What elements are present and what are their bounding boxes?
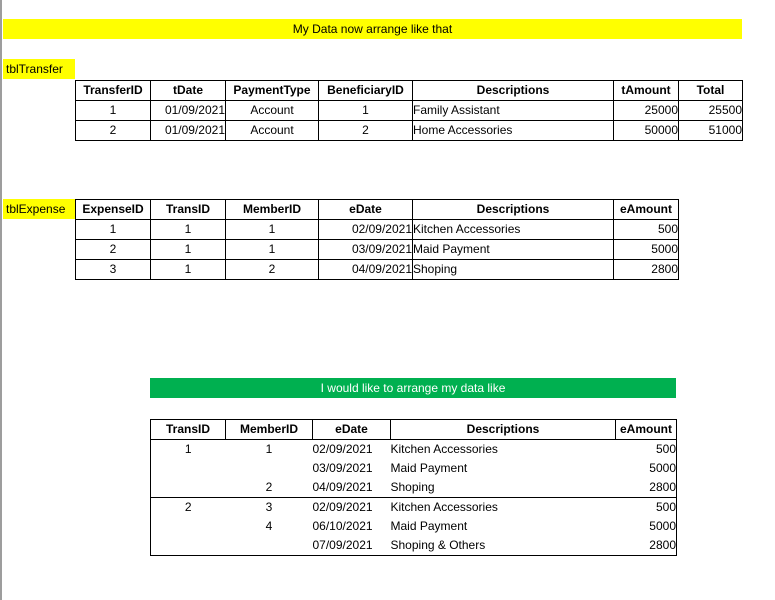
table-cell[interactable]: 500 <box>614 220 679 240</box>
table-cell[interactable]: Maid Payment <box>413 240 614 260</box>
column-header[interactable]: eAmount <box>616 420 677 440</box>
table-cell[interactable]: Kitchen Accessories <box>413 220 614 240</box>
column-header[interactable]: TransferID <box>76 81 151 101</box>
table-cell[interactable]: 51000 <box>679 121 743 141</box>
table-cell[interactable]: 50000 <box>614 121 679 141</box>
table-cell[interactable]: 4 <box>265 519 273 533</box>
table-cell[interactable]: 1 <box>151 220 226 240</box>
table-cell[interactable]: 1 <box>226 240 319 260</box>
table-row <box>76 101 743 121</box>
table-cell[interactable]: 3 <box>76 260 151 280</box>
column-header[interactable]: TransID <box>151 420 226 440</box>
table-cell[interactable]: Kitchen Accessories <box>390 500 498 514</box>
desired-layout-banner[interactable]: I would like to arrange my data like <box>150 378 676 398</box>
table-row <box>151 536 677 556</box>
column-header[interactable]: MemberID <box>226 420 313 440</box>
table-cell[interactable]: 02/09/2021 <box>319 220 413 240</box>
column-header[interactable]: PaymentType <box>226 81 319 101</box>
table-cell[interactable] <box>151 459 226 478</box>
table-cell[interactable] <box>151 478 226 498</box>
table-row <box>76 260 679 280</box>
table-cell[interactable]: 2 <box>319 121 413 141</box>
table-cell[interactable]: 1 <box>76 101 151 121</box>
table-row <box>76 220 679 240</box>
table-cell[interactable] <box>151 517 226 536</box>
table-cell[interactable]: 04/09/2021 <box>319 260 413 280</box>
table-cell[interactable]: 25000 <box>614 101 679 121</box>
expense-table-label[interactable]: tblExpense <box>3 199 75 219</box>
column-header[interactable]: BeneficiaryID <box>319 81 413 101</box>
table-row <box>151 517 677 536</box>
table-cell[interactable]: 25500 <box>679 101 743 121</box>
table-cell[interactable]: Home Accessories <box>413 121 614 141</box>
table-row <box>151 459 677 478</box>
table-row <box>151 440 677 460</box>
table-cell[interactable]: 2800 <box>616 478 677 498</box>
table-row <box>76 121 743 141</box>
table-cell[interactable]: 2 <box>76 240 151 260</box>
transfer-header-row <box>76 81 743 101</box>
table-cell[interactable]: 1 <box>184 442 192 456</box>
table-cell[interactable]: 500 <box>655 500 676 514</box>
table-cell[interactable]: 2800 <box>616 536 677 556</box>
table-cell[interactable]: 03/09/2021 <box>319 240 413 260</box>
transfer-table-label[interactable]: tblTransfer <box>3 59 75 79</box>
column-header[interactable]: tDate <box>151 81 226 101</box>
table-cell[interactable]: Shoping <box>391 478 616 498</box>
table-cell[interactable]: 2800 <box>614 260 679 280</box>
table-cell[interactable]: 1 <box>319 101 413 121</box>
table-cell[interactable]: 2 <box>226 478 313 498</box>
table-cell[interactable]: 06/10/2021 <box>312 519 373 533</box>
column-header[interactable]: tAmount <box>614 81 679 101</box>
table-row <box>151 498 677 518</box>
table-cell[interactable]: 5000 <box>649 519 676 533</box>
column-header[interactable]: MemberID <box>226 200 319 220</box>
table-cell[interactable]: 1 <box>226 220 319 240</box>
table-cell[interactable]: 02/09/2021 <box>312 500 373 514</box>
table-cell[interactable]: 01/09/2021 <box>151 121 226 141</box>
table-cell[interactable]: 2 <box>76 121 151 141</box>
column-header[interactable]: Descriptions <box>413 200 614 220</box>
column-header[interactable]: eDate <box>319 200 413 220</box>
table-cell[interactable]: 1 <box>151 240 226 260</box>
table-cell[interactable]: Family Assistant <box>413 101 614 121</box>
desired-header-row <box>151 420 677 440</box>
table-cell[interactable]: Account <box>226 121 319 141</box>
table-row <box>151 478 677 498</box>
column-header[interactable]: Descriptions <box>413 81 614 101</box>
table-cell[interactable]: 07/09/2021 <box>313 536 391 556</box>
table-cell[interactable]: 2 <box>184 500 192 514</box>
table-cell[interactable]: 04/09/2021 <box>313 478 391 498</box>
column-header[interactable]: TransID <box>151 200 226 220</box>
desired-layout-table <box>150 419 677 556</box>
expense-header-row <box>76 200 679 220</box>
table-cell[interactable]: 02/09/2021 <box>312 442 373 456</box>
table-cell[interactable] <box>226 536 313 556</box>
table-cell[interactable]: 3 <box>265 500 273 514</box>
table-cell[interactable]: Maid Payment <box>390 519 468 533</box>
transfer-table <box>75 80 743 141</box>
column-header[interactable]: Descriptions <box>391 420 616 440</box>
table-cell[interactable]: 1 <box>76 220 151 240</box>
table-cell[interactable]: 03/09/2021 <box>312 461 373 475</box>
column-header[interactable]: ExpenseID <box>76 200 151 220</box>
column-header[interactable]: Total <box>679 81 743 101</box>
table-cell[interactable]: 1 <box>151 260 226 280</box>
table-cell[interactable]: 500 <box>655 442 676 456</box>
table-row <box>76 240 679 260</box>
table-cell[interactable]: 1 <box>265 442 273 456</box>
expense-table <box>75 199 679 280</box>
table-cell[interactable]: 01/09/2021 <box>151 101 226 121</box>
table-cell[interactable] <box>226 459 313 478</box>
title-banner[interactable]: My Data now arrange like that <box>3 19 742 39</box>
column-header[interactable]: eDate <box>313 420 391 440</box>
column-header[interactable]: eAmount <box>614 200 679 220</box>
table-cell[interactable] <box>151 536 226 556</box>
table-cell[interactable]: Kitchen Accessories <box>390 442 498 456</box>
table-cell[interactable]: 2 <box>226 260 319 280</box>
table-cell[interactable]: Account <box>226 101 319 121</box>
table-cell[interactable]: 5000 <box>649 461 676 475</box>
table-cell[interactable]: Maid Payment <box>390 461 468 475</box>
window-left-border <box>0 0 2 600</box>
table-cell[interactable]: Shoping <box>413 260 614 280</box>
table-cell[interactable]: Shoping & Others <box>391 536 616 556</box>
table-cell[interactable]: 5000 <box>614 240 679 260</box>
